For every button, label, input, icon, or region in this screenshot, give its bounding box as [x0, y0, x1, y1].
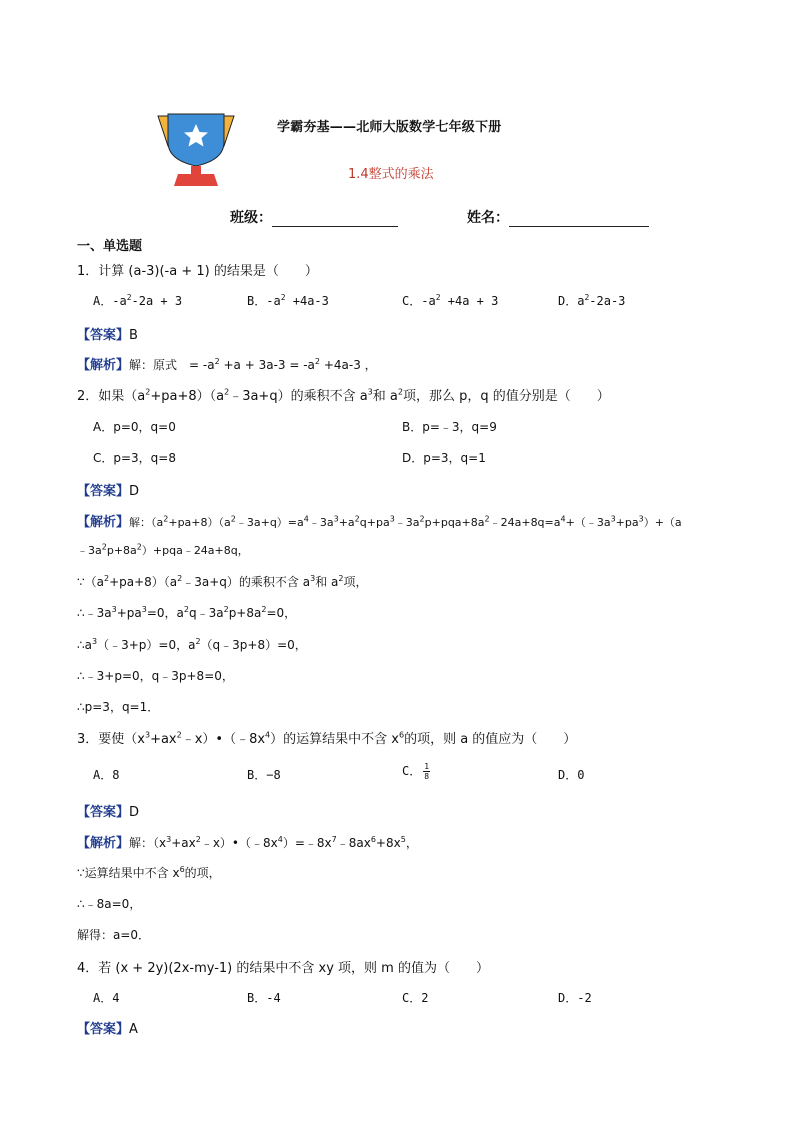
- q4-option-a: A．4: [93, 991, 120, 1005]
- q3-analysis-line1: 【解析】解：$(x^3+ax^2﹣x)•(﹣8x^4)=﹣8x^7﹣8ax^6+8x^5$，: [77, 835, 418, 851]
- q2-analysis-line5: $\therefore a^3(﹣3+p)=0$，$a^2(q﹣3p+8)=0$，: [77, 637, 307, 652]
- q2-option-d: D．p=3，q=1: [402, 451, 486, 465]
- q1-option-d: D．$a^2-2a-3$: [558, 293, 626, 308]
- q3-analysis-line2: ∵运算结果中不含 $x^6$的项，: [77, 865, 221, 880]
- q3-option-a: A．8: [93, 768, 120, 782]
- q4-option-c: C．2: [402, 991, 429, 1005]
- class-field: [230, 207, 398, 227]
- q3-answer: 【答案】D: [77, 805, 140, 820]
- q1-option-a: A．$-a^2-2a + 3$: [93, 293, 183, 308]
- page-title: 学霸夯基——北师大版数学七年级下册: [277, 120, 502, 135]
- q1-analysis: 【解析】解：原式 = $-a^2 +a + 3a-3 = -a^2 +4a-3$ ，: [77, 357, 377, 373]
- name-field: [467, 207, 649, 227]
- q2-analysis-line3: $\because(a^2+pa+8)(a^2﹣3a+q)$的乘积不含 $a^3$和 $a^2$项，: [77, 574, 368, 589]
- q2-option-a: A．p=0，q=0: [93, 420, 176, 434]
- name-label: 姓名：: [467, 210, 509, 226]
- section-heading: 一、单选题: [77, 239, 143, 254]
- q2-analysis-line4: $\therefore﹣3a^3+pa^3=0$，$a^2q﹣3a^2p+8a^2=0$，: [77, 605, 297, 620]
- q2-answer: 【答案】D: [77, 484, 140, 499]
- q2-analysis-line2: $﹣3a^2p+8a^2)+pqa﹣24a+8q$，: [77, 542, 249, 557]
- name-underline: [509, 212, 649, 227]
- fraction-one-eighth: $\frac{1}{8}$: [424, 762, 430, 781]
- q2-analysis-line7: ∴p=3，q=1．: [77, 700, 160, 714]
- q3-option-d: D．0: [558, 768, 585, 782]
- q4-option-d: D．-2: [558, 991, 592, 1005]
- q2-analysis-line6: ∴﹣3+p=0，q﹣3p+8=0，: [77, 669, 234, 683]
- q1-option-c: C．$-a^2 +4a + 3$: [402, 293, 499, 308]
- q4-option-b: B．-4: [247, 991, 281, 1005]
- page-subtitle: 1.4整式的乘法: [348, 167, 434, 182]
- trophy-logo-icon: [150, 108, 242, 188]
- q4-stem: 4．若 (x + 2y)(2x-my-1) 的结果中不含 xy 项，则 m 的值为（ ）: [77, 961, 489, 976]
- q2-analysis-line1: 【解析】解：$(a^2+pa+8)(a^2﹣3a+q)=a^4﹣3a^3+a^2q+pa^3﹣3a^2p+pqa+8a^2﹣24a+8q=a^4+(﹣3a^3+pa^3)+(a$: [77, 514, 682, 530]
- q2-stem: 2．如果$(a^2+pa+8)(a^2﹣3a+q)$的乘积不含 $a^3$和 $a^2$项，那么 p，q 的值分别是（ ）: [77, 387, 610, 404]
- q1-stem: 1．计算 (a-3)(-a + 1) 的结果是（ ）: [77, 264, 318, 279]
- q2-option-c: C．p=3，q=8: [93, 451, 176, 465]
- class-underline: [272, 212, 398, 227]
- class-label: 班级：: [230, 210, 272, 226]
- q3-option-c: C． $\frac{1}{8}$: [402, 762, 430, 781]
- q3-analysis-line3: ∴﹣8a=0，: [77, 897, 142, 911]
- q3-stem: 3．要使$(x^3+ax^2﹣x)•(﹣8x^4)$的运算结果中不含 $x^6$的项，则 a 的值应为（ ）: [77, 730, 577, 747]
- q3-option-b: B．−8: [247, 768, 281, 782]
- q1-answer: 【答案】B: [77, 328, 138, 343]
- q2-option-b: B．p=﹣3，q=9: [402, 420, 497, 434]
- q4-answer: 【答案】A: [77, 1022, 138, 1037]
- q1-option-b: B．$-a^2 +4a-3$: [247, 293, 329, 308]
- q3-analysis-line4: 解得：a=0．: [77, 928, 151, 942]
